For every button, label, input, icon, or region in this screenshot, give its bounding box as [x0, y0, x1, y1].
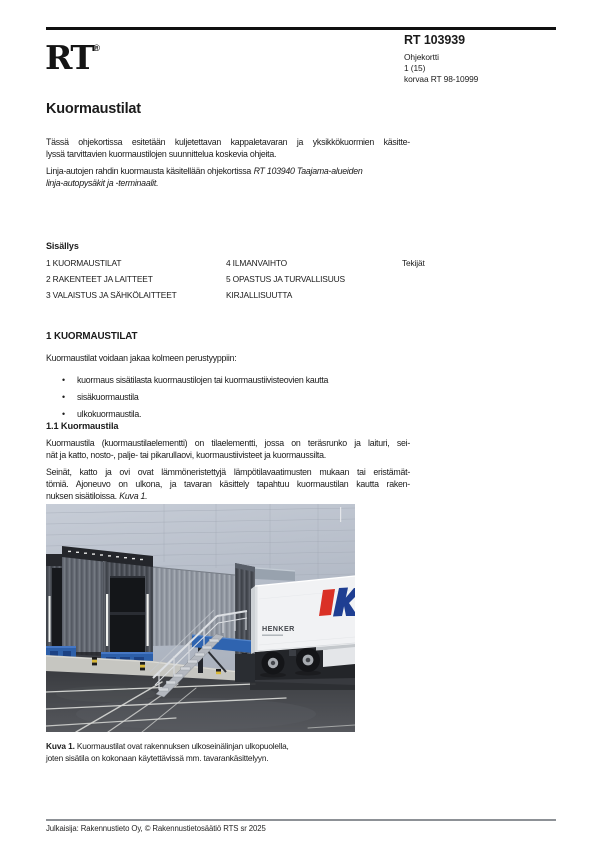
toc-item: 5 OPASTUS JA TURVALLISUUS — [226, 274, 345, 285]
bullet-icon: • — [62, 408, 65, 419]
section-1-bullet-list — [46, 372, 410, 423]
toc-column-1 — [46, 255, 177, 304]
rt-logo-text: RT — [45, 38, 94, 77]
text-line: Kuva 1. Kuormaustilat ovat rakennuksen ulkoseinälinjan ulkopuolella, — [46, 741, 289, 751]
section-1-heading: 1 KUORMAUSTILAT — [46, 331, 138, 342]
rt-logo — [45, 30, 100, 76]
list-item: • kuormaus sisätilasta kuormaustilojen tai kuormaustiivisteovien kautta — [46, 372, 410, 389]
text-line: tömiä. Ajoneuvo on ulkona, ja tavaran käsittely tapahtuu kuormaustilan kautta raken- — [46, 479, 410, 489]
registered-mark-icon: ® — [93, 43, 101, 53]
toc-item: 3 VALAISTUS JA SÄHKÖLAITTEET — [46, 290, 177, 301]
replaces-note: korvaa RT 98-10999 — [404, 73, 479, 84]
page-info: 1 (15) — [404, 62, 426, 73]
truck — [235, 576, 355, 690]
bullet-icon: • — [62, 375, 65, 385]
text-line: Linja-autojen rahdin kuormausta käsitellään ohjekortissa RT 103940 Taajama-alueiden — [46, 166, 363, 176]
doc-number: RT 103939 — [404, 33, 465, 47]
list-item: • ulkokuormaustila. — [46, 406, 410, 423]
toc-item: 4 ILMANVAIHTO — [226, 258, 288, 268]
text-line: joten sisätila on kokonaan käytettävissä mm. tavarankäsittelyyn. — [46, 753, 269, 763]
truck-side-text: HENKER — [262, 624, 295, 633]
text-line: nät ja katto, nosto-, palje- tai pikarullaovi, kuormaustiivisteet ja kuormaussilta. — [46, 450, 326, 460]
header-meta — [404, 33, 574, 84]
figure-1-photo — [46, 504, 355, 732]
intro-paragraph-1 — [46, 136, 410, 160]
doc-type: Ohjekortti — [404, 52, 439, 62]
toc-column-3 — [402, 255, 425, 271]
header-rule — [46, 27, 556, 30]
publisher-line: Julkaisija: Rakennustieto Oy, © Rakennustietosäätiö RTS sr 2025 — [46, 824, 266, 833]
toc-item: Tekijät — [402, 258, 425, 268]
text-line: lyssä tarvittavien kuormaustilojen suunnittelua koskevia ohjeita. — [46, 149, 277, 159]
page-title: Kuormaustilat — [46, 101, 141, 117]
list-item: • sisäkuormaustila — [46, 389, 410, 406]
intro-paragraph-2 — [46, 165, 410, 189]
footer-rule — [46, 819, 556, 821]
text-line: Kuormaustila (kuormaustilaelementti) on tilaelementti, jossa on teräsrunko ja laituri, sei- — [46, 438, 410, 448]
toc-item: KIRJALLISUUTTA — [226, 290, 293, 301]
body-paragraph-1 — [46, 437, 410, 461]
text-line: nuksen sisätiloissa. Kuva 1. — [46, 491, 148, 501]
toc-column-2 — [226, 255, 345, 304]
bullet-icon: • — [62, 391, 65, 402]
text-line: Tässä ohjekortissa esitetään kuljetettavan kappaletavaran ja yksikkökuormien käsitte- — [46, 137, 410, 147]
loading-dock-module-center — [62, 546, 153, 660]
toc-heading: Sisällys — [46, 241, 79, 251]
toc-item: 2 RAKENTEET JA LAITTEET — [46, 274, 153, 285]
loading-dock-module-left — [46, 554, 62, 654]
section-1-1-heading: 1.1 Kuormaustila — [46, 421, 119, 431]
text-line: linja-autopysäkit ja -terminaalit. — [46, 178, 159, 188]
body-paragraph-2 — [46, 466, 410, 502]
text-line: Seinät, katto ja ovi ovat lämmöneristettyjä lämpötilavaatimusten mukaan tai eristämät- — [46, 467, 410, 477]
figure-1-caption — [46, 740, 380, 764]
section-1-lead: Kuormaustilat voidaan jakaa kolmeen perustyyppiin: — [46, 353, 237, 363]
toc-item: 1 KUORMAUSTILAT — [46, 258, 122, 268]
